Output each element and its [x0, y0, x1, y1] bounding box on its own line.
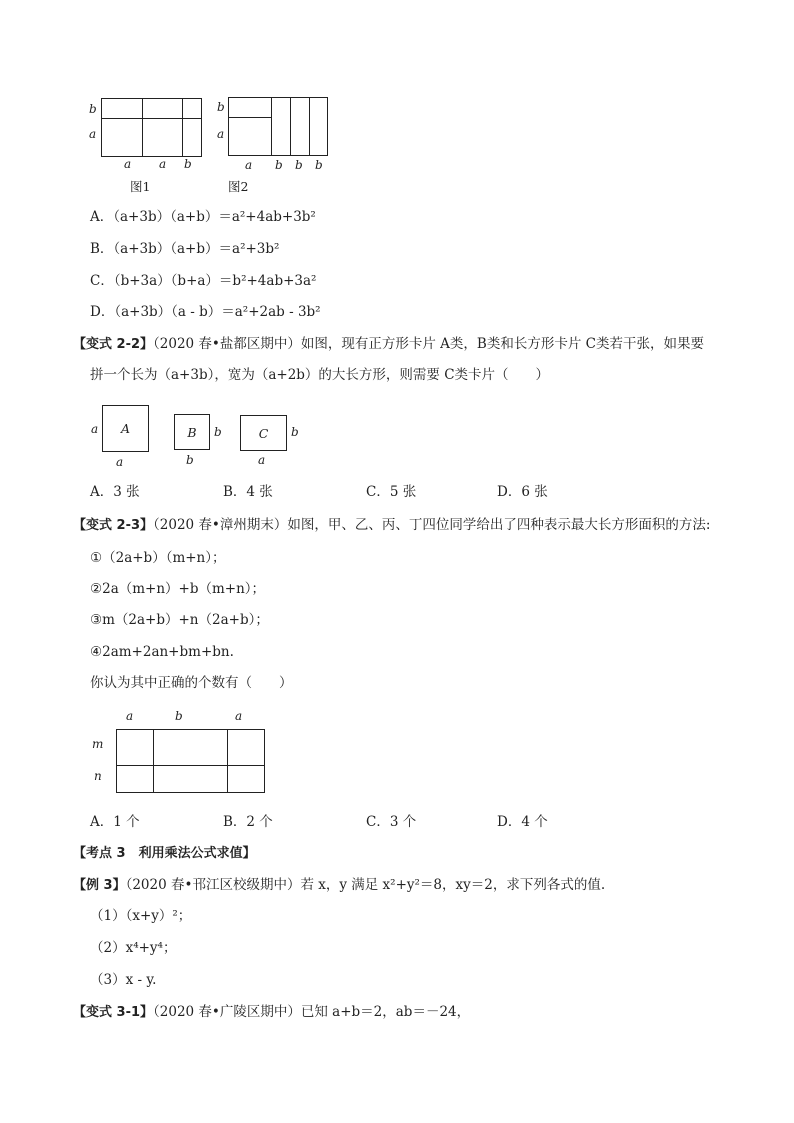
v31-stem-text: （2020 春•广陵区期中）已知 a+b＝2，ab＝－24，	[153, 1004, 471, 1020]
v22-option-d: D．6 张	[497, 484, 548, 500]
option-expression: （a+3b）（a+b）＝a²+4ab+3b²	[113, 209, 316, 225]
fig1-label-a: a	[89, 127, 97, 141]
v23-method-3: ③m（2a+b）+n（2a+b）；	[90, 612, 269, 628]
card-b-label: B	[187, 424, 197, 440]
v23-option-b: B．2 个	[223, 814, 273, 830]
card-a-label: A	[120, 421, 131, 436]
section-heading-kaodian3: 【考点 3 利用乘法公式求值】	[73, 846, 256, 861]
fig2-divider-v1	[271, 97, 272, 156]
card-b-square	[174, 414, 210, 450]
fig2-bottom-label: b	[315, 158, 323, 172]
fig1-caption: 图1	[130, 179, 151, 194]
fig1-divider-v2	[182, 98, 183, 157]
card-c-side-label: b	[291, 425, 299, 439]
grid-divider-v2	[227, 729, 228, 793]
v22-stem-text: （2020 春•盐都区期中）如图，现有正方形卡片 A类，B类和长方形卡片 C类若干张，如果要	[153, 336, 704, 352]
fig2-bottom-label: a	[245, 158, 253, 172]
v23-method-2: ②2a（m+n）+b（m+n）；	[90, 581, 266, 597]
card-a-square	[102, 405, 149, 452]
grid-top-label: a	[235, 709, 243, 723]
v23-method-4: ④2am+2an+bm+bn.	[90, 644, 234, 660]
option-key: A．	[90, 209, 114, 225]
fig2-bottom-label: b	[275, 158, 283, 172]
v23-tag: 【变式 2-3】	[73, 518, 154, 533]
card-c-bottom-label: a	[258, 453, 266, 467]
v22-option-c: C．5 张	[366, 484, 417, 500]
card-b-bottom-label: b	[186, 453, 194, 467]
fig1-bottom-label: a	[159, 157, 167, 171]
fig2-divider-h	[228, 117, 272, 118]
ex3-stem	[73, 876, 605, 895]
grid-divider-h	[116, 765, 265, 766]
v31-stem	[73, 1003, 470, 1022]
fig2-label-a: a	[217, 127, 225, 141]
v23-question: 你认为其中正确的个数有（ ）	[90, 675, 293, 691]
ex3-stem-text: （2020 春•邗江区校级期中）若 x，y 满足 x²+y²＝8，xy＝2，求下列各式的值.	[125, 877, 606, 893]
option-key: D．	[90, 304, 115, 320]
card-a-side-label: a	[91, 422, 99, 436]
v23-option-c: C．3 个	[366, 814, 417, 830]
v23-method-1: ①（2a+b）（m+n）；	[90, 550, 226, 566]
q1-option-c	[90, 272, 316, 290]
fig2-divider-v3	[309, 97, 310, 156]
fig2-caption: 图2	[228, 179, 249, 194]
option-key: C．	[90, 273, 114, 289]
option-expression: （b+3a）（b+a）＝b²+4ab+3a²	[113, 273, 317, 289]
card-c-label: C	[258, 425, 269, 441]
fig1-bottom-label: a	[124, 157, 132, 171]
v23-option-a: A．1 个	[90, 814, 140, 830]
v22-option-b: B．4 张	[223, 484, 273, 500]
fig1-label-b: b	[89, 102, 97, 116]
fig2-divider-v2	[290, 97, 291, 156]
option-key: B．	[90, 241, 114, 257]
card-b-side-label: b	[214, 425, 222, 439]
card-a-bottom-label: a	[116, 455, 124, 469]
v22-stem-line2: 拼一个长为（a+3b），宽为（a+2b）的大长方形，则需要 C类卡片（ ）	[90, 367, 550, 383]
ex3-part-2: （2）x⁴+y⁴；	[90, 940, 177, 956]
fig1-outer-rect	[101, 98, 202, 157]
q1-option-b	[90, 240, 279, 258]
option-expression: （a+3b）（a - b）＝a²+2ab - 3b²	[114, 304, 321, 320]
grid-divider-v1	[153, 729, 154, 793]
v22-stem-line1	[73, 335, 704, 354]
grid-top-label: a	[126, 709, 134, 723]
fig2-label-b: b	[217, 100, 225, 114]
ex3-part-3: （3）x - y.	[90, 972, 157, 988]
q1-option-a	[90, 208, 316, 226]
v22-option-a: A．3 张	[90, 484, 140, 500]
card-c-rectangle	[240, 415, 287, 451]
fig1-divider-h	[101, 118, 202, 119]
fig1-divider-v1	[142, 98, 143, 157]
v22-tag: 【变式 2-2】	[73, 337, 154, 352]
v23-stem-text: （2020 春•漳州期末）如图，甲、乙、丙、丁四位同学给出了四种表示最大长方形面积的方法:	[153, 517, 711, 533]
grid-top-label: b	[175, 709, 183, 723]
fig2-bottom-label: b	[295, 158, 303, 172]
grid-left-label: n	[94, 769, 102, 783]
v23-stem	[73, 516, 710, 535]
grid-outer-rect	[116, 729, 265, 793]
ex3-tag: 【例 3】	[73, 878, 126, 893]
grid-left-label: m	[92, 737, 104, 751]
option-expression: （a+3b）（a+b）＝a²+3b²	[113, 241, 280, 257]
fig2-outer-rect	[228, 97, 328, 156]
v31-tag: 【变式 3-1】	[73, 1005, 154, 1020]
ex3-part-1: （1）（x+y）²；	[90, 908, 192, 924]
fig1-bottom-label: b	[184, 157, 192, 171]
q1-option-d	[90, 303, 321, 321]
v23-option-d: D．4 个	[497, 814, 548, 830]
